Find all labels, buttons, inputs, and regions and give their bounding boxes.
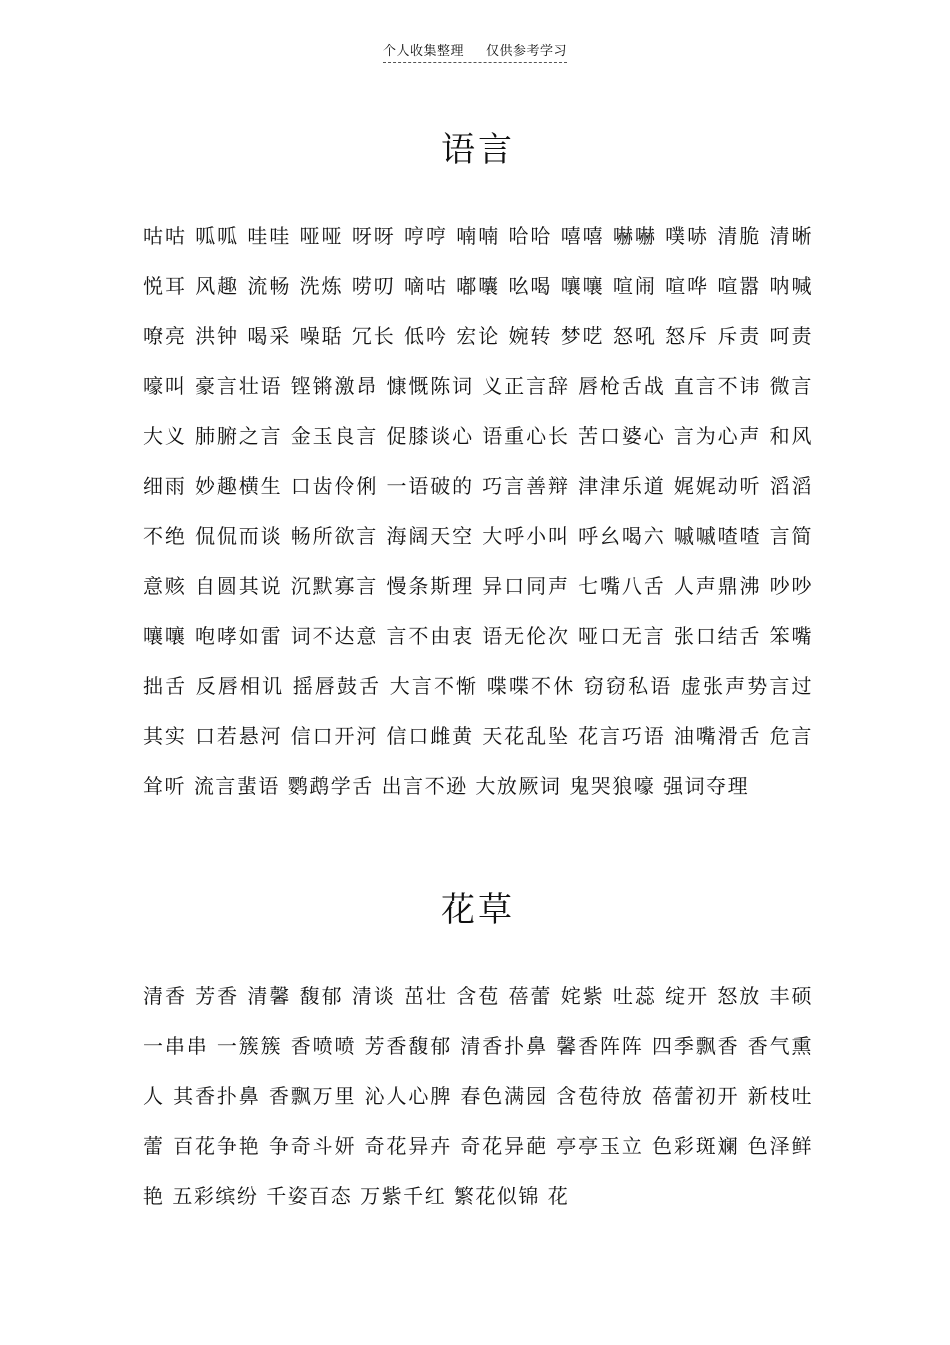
page-header [0, 40, 950, 63]
section-title-flowers: 花草 [441, 890, 515, 930]
section-title-language: 语言 [441, 130, 515, 170]
section-body-language: 咕咕 呱呱 哇哇 哑哑 呀呀 哼哼 喃喃 哈哈 嘻嘻 嚇嚇 噗哧 清脆 清晰 悦耳 风趣 流畅 洗炼 唠叨 嘀咕 嘟囔 吆喝 嚷嚷 喧闹 喧哗 喧嚣 呐喊 嘹亮 洪钟 喝采 噪聒 冗长 低吟 宏论 婉转 梦呓 怒吼 怒斥 斥责 呵责 嚎叫 豪言壮语 铿锵激昂 慷慨陈词 义正言辞 唇枪舌战 直言不讳 微言大义 肺腑之言 金玉良言 促膝谈心 语重心长 苦口婆心 言为心声 和风细雨 妙趣横生 口齿伶俐 一语破的 巧言善辩 津津乐道 娓娓动听 滔滔不绝 侃侃而谈 畅所欲言 海阔天空 大呼小叫 呼幺喝六 嘁嘁喳喳 言简意赅 自圆其说 沉默寡言 慢条斯理 异口同声 七嘴八舌 人声鼎沸 吵吵嚷嚷 咆哮如雷 词不达意 言不由衷 语无伦次 哑口无言 张口结舌 笨嘴拙舌 反唇相讥 摇唇鼓舌 大言不惭 喋喋不休 窃窃私语 虚张声势言过其实 口若悬河 信口开河 信口雌黄 天花乱坠 花言巧语 油嘴滑舌 危言耸听 流言蜚语 鹦鹉学舌 出言不逊 大放厥词 鬼哭狼嚎 强词夺理 [143, 224, 813, 798]
header-right-text: 仅供参考学习 [486, 44, 568, 59]
section-language [143, 130, 813, 811]
section-body-flowers: 清香 芳香 清馨 馥郁 清谈 茁壮 含苞 蓓蕾 姹紫 吐蕊 绽开 怒放 丰硕 一串串 一簇簇 香喷喷 芳香馥郁 清香扑鼻 馨香阵阵 四季飘香 香气熏人 其香扑鼻 香飘万里 沁人心脾 春色满园 含苞待放 蓓蕾初开 新枝吐蕾 百花争艳 争奇斗妍 奇花异卉 奇花异葩 亭亭玉立 色彩斑斓 色泽鲜艳 五彩缤纷 千姿百态 万紫千红 繁花似锦 花 [143, 984, 813, 1208]
section-flowers [143, 890, 813, 1221]
header-line [383, 40, 567, 63]
header-left-text: 个人收集整理 [382, 44, 464, 59]
